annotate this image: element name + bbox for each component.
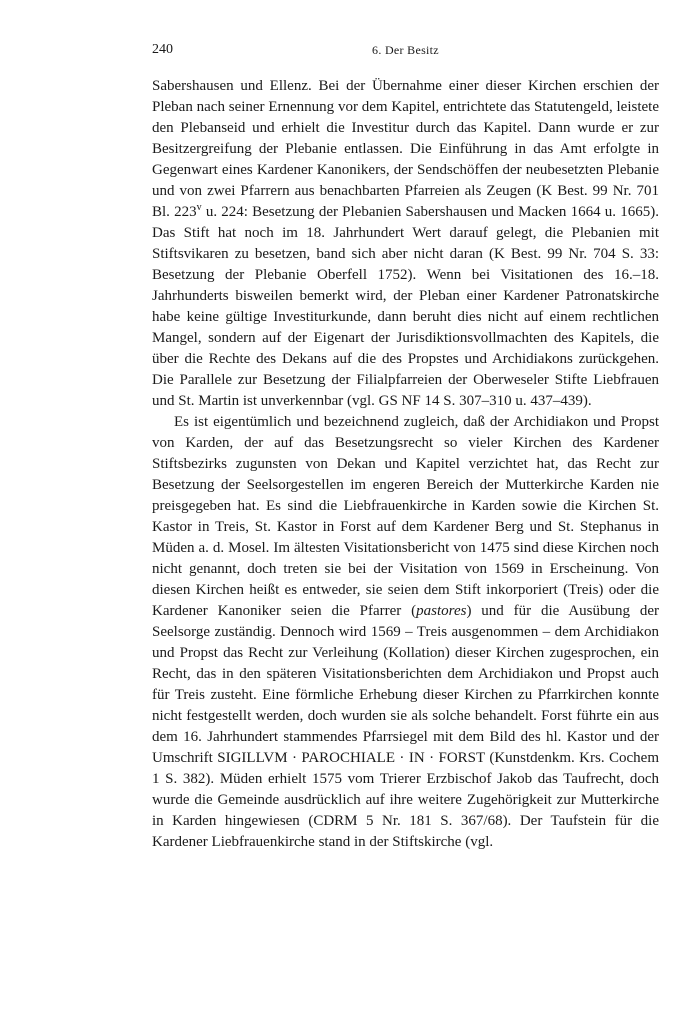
paragraph-2 — [152, 412, 659, 853]
body-text — [152, 76, 659, 853]
paragraph-2-text-a: Es ist eigentümlich und bezeichnend zugleich, daß der Archidiakon und Propst von Karden, der auf das Besetzungsrecht so vieler Kirchen des Kardener Stiftsbezirks zugunsten von Dekan und Kapitel verzichtet hat, das Recht zur Besetzung der Seelsorgestellen im engeren Bereich der Mutterkirche Karden nie preisgegeben hat. Es sind die Liebfrauenkirche in Karden sowie die Kirchen St. Kastor in Treis, St. Kastor in Forst auf dem Kardener Berg und St. Stephanus in Müden a. d. Mosel. Im ältesten Visitationsbericht von 1475 sind diese Kirchen noch nicht genannt, doch treten sie bei der Visitation von 1569 in Erscheinung. Von diesen Kirchen heißt es entweder, sie seien dem Stift inkorporiert (Treis) oder die Kardener Kanoniker seien die Pfarrer ( — [152, 414, 659, 619]
paragraph-1 — [152, 76, 659, 412]
paragraph-2-text-b: ) und für die Ausübung der Seelsorge zuständig. Dennoch wird 1569 – Treis ausgenommen – dem Archidiakon und Propst das Recht zur Verleihung (Kollation) dieser Kirchen zugesprochen, ein Recht, das in den späteren Visitationsberichten dem Archidiakon und Propst auch für Treis zusteht. Eine förmliche Erhebung dieser Kirchen zu Pfarrkirchen konnte nicht festgestellt werden, doch wurden sie als solche behandelt. Forst führte ein aus dem 16. Jahrhundert stammendes Pfarrsiegel mit dem Bild des hl. Kastor und der Umschrift SIGILLVM · PAROCHIALE · IN · FORST (Kunstdenkm. Krs. Cochem 1 S. 382). Müden erhielt 1575 vom Trierer Erzbischof Jakob das Taufrecht, doch wurde die Gemeinde ausdrücklich auf ihre weitere Zugehörigkeit zur Mutterkirche in Karden hingewiesen (CDRM 5 Nr. 181 S. 367/68). Der Taufstein für die Kardener Liebfrauenkirche stand in der Stiftskirche (vgl. — [152, 603, 660, 850]
paragraph-1-text-b: u. 224: Besetzung der Plebanien Sabershausen und Macken 1664 u. 1665). Das Stift hat noch im 18. Jahrhundert Wert darauf gelegt, die Plebanien mit Stiftsvikaren zu besetzen, band sich aber nicht daran (K Best. 99 Nr. 704 S. 33: Besetzung der Plebanie Oberfell 1752). Wenn bei Visitationen des 16.–18. Jahrhunderts bisweilen bemerkt wird, der Pleban einer Kardener Patronatskirche habe keine gültige Investiturkunde, dann beruht dies nicht auf einem rechtlichen Mangel, sondern auf der Eigenart der Jurisdiktionsvollmachten des Kapitels, die über die Rechte des Dekans auf die des Propstes und Archidiakons zurückgehen. Die Parallele zur Besetzung der Filialpfarreien der Oberweseler Stifte Liebfrauen und St. Martin ist unverkennbar (vgl. GS NF 14 S. 307–310 u. 437–439). — [152, 204, 659, 409]
paragraph-1-text-a: Sabershausen und Ellenz. Bei der Übernahme einer dieser Kirchen erschien der Pleban nach seiner Ernennung vor dem Kapitel, entrichtete das Statutengeld, leistete den Plebanseid und erhielt die Investitur durch das Kapitel. Dann wurde er zur Besitzergreifung der Plebanie entlassen. Die Einführung in das Amt erfolgte in Gegenwart eines Kardener Kanonikers, der Sendschöffen der neubesetzten Plebanie und von zwei Pfarrern aus benachbarten Pfarreien als Zeugen (K Best. 99 Nr. 701 Bl. 223 — [152, 78, 659, 220]
verso-superscript: v — [196, 202, 202, 213]
document-page — [152, 42, 659, 853]
page-number: 240 — [152, 42, 173, 57]
pastores-italic: pastores — [416, 603, 467, 619]
chapter-title: 6. Der Besitz — [372, 43, 439, 57]
running-head — [152, 42, 659, 66]
